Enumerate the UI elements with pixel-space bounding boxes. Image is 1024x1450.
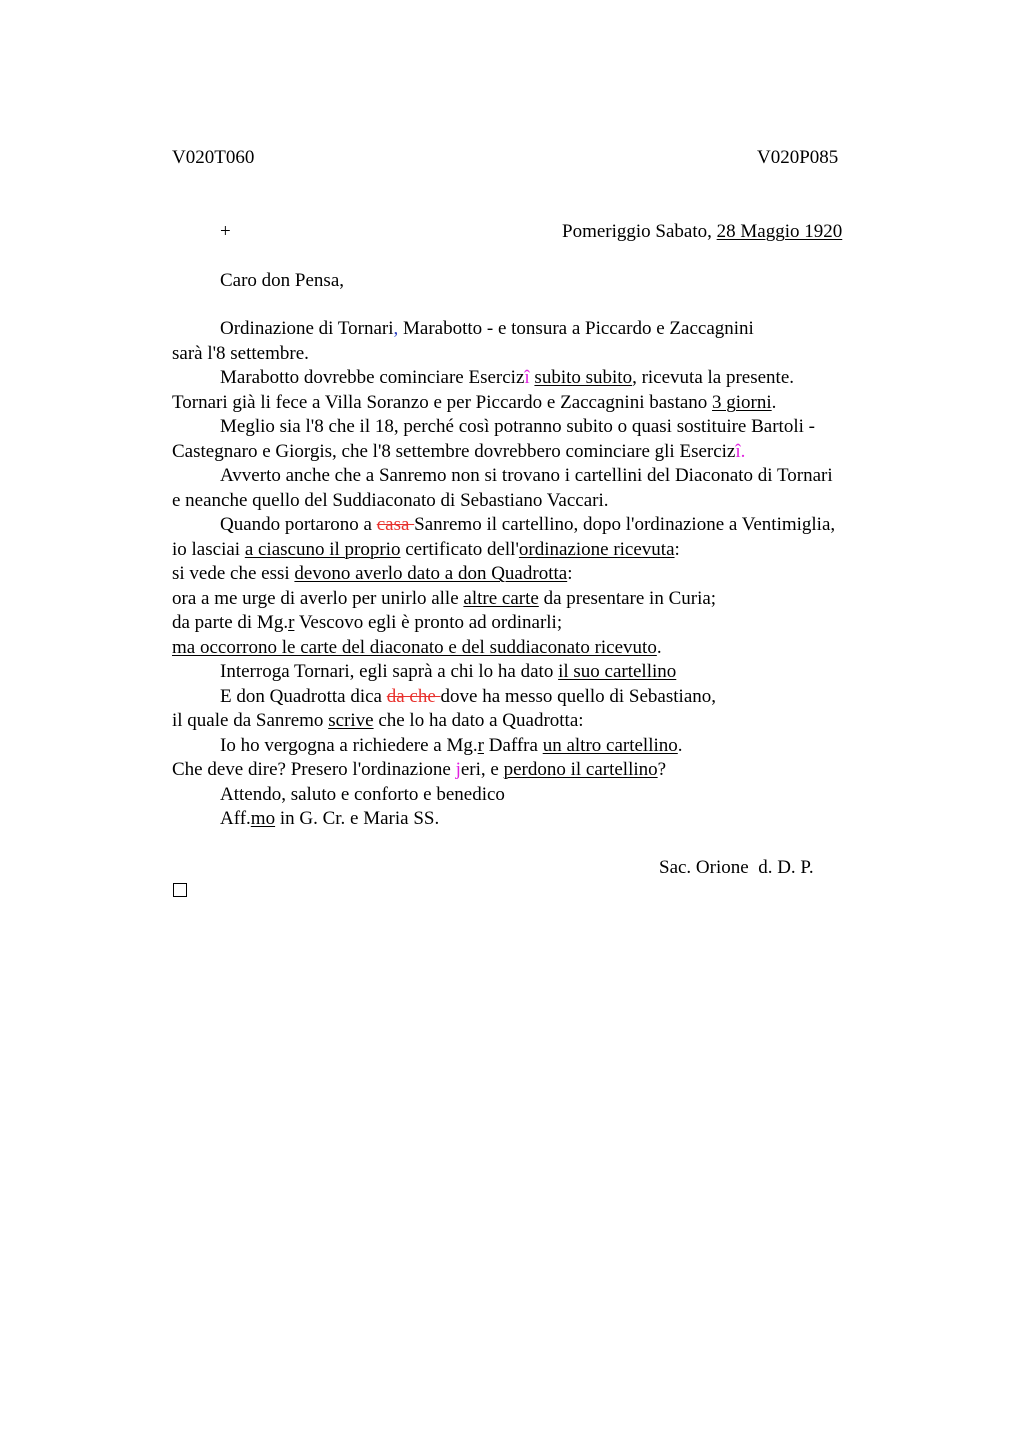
body-line: e neanche quello del Suddiaconato di Sebastiano Vaccari. [172, 490, 609, 511]
closing-line: Aff.mo in G. Cr. e Maria SS. [220, 808, 440, 829]
body-line: Ordinazione di Tornari, Marabotto - e tonsura a Piccardo e Zaccagnini [220, 318, 754, 339]
document-code-left: V020T060 [172, 147, 255, 168]
body-line: Io ho vergogna a richiedere a Mg.r Daffra un altro cartellino. [220, 735, 683, 756]
letter-date [562, 220, 842, 244]
body-line: si vede che essi devono averlo dato a don Quadrotta: [172, 563, 573, 584]
body-line: Meglio sia l'8 che il 18, perché così potranno subito o quasi sostituire Bartoli - [220, 416, 815, 437]
added-text: î [735, 441, 741, 462]
date-prefix: Pomeriggio Sabato, [562, 221, 717, 242]
body-line: Quando portarono a casa Sanremo il cartellino, dopo l'ordinazione a Ventimiglia, [220, 514, 836, 535]
cross-symbol: + [220, 221, 231, 242]
deleted-text: casa [376, 514, 415, 535]
body-line: Marabotto dovrebbe cominciare Esercizî subito subito, ricevuta la presente. [220, 367, 795, 388]
body-line: Avverto anche che a Sanremo non si trovano i cartellini del Diaconato di Tornari [220, 465, 833, 486]
body-line: da parte di Mg.r Vescovo egli è pronto ad ordinarli; [172, 612, 563, 633]
body-line: sarà l'8 settembre. [172, 343, 309, 364]
body-line: Attendo, saluto e conforto e benedico [220, 784, 505, 805]
added-text: j [455, 759, 461, 780]
salutation: Caro don Pensa, [220, 270, 345, 291]
body-line: Tornari già li fece a Villa Soranzo e per Piccardo e Zaccagnini bastano 3 giorni. [172, 392, 777, 413]
date-value: 28 Maggio 1920 [716, 221, 843, 242]
body-line: Che deve dire? Presero l'ordinazione jeri, e perdono il cartellino? [172, 759, 667, 780]
body-line: Castegnaro e Giorgis, che l'8 settembre dovrebbero cominciare gli Esercizî. [172, 441, 746, 462]
body-line: io lasciai a ciascuno il proprio certificato dell'ordinazione ricevuta: [172, 539, 680, 560]
body-line: ma occorrono le carte del diaconato e del suddiaconato ricevuto. [172, 637, 662, 658]
body-line: Interroga Tornari, egli saprà a chi lo ha dato il suo cartellino [220, 661, 677, 682]
added-text: î [524, 367, 530, 388]
body-line: E don Quadrotta dica da che dove ha messo quello di Sebastiano, [220, 686, 717, 707]
deleted-text: da che [386, 686, 441, 707]
end-of-document-square-icon [173, 883, 187, 897]
body-line: il quale da Sanremo scrive che lo ha dato a Quadrotta: [172, 710, 584, 731]
document-code-right: V020P085 [757, 147, 839, 168]
signature: Sac. Orione d. D. P. [659, 857, 814, 878]
body-line: ora a me urge di averlo per unirlo alle altre carte da presentare in Curia; [172, 588, 717, 609]
